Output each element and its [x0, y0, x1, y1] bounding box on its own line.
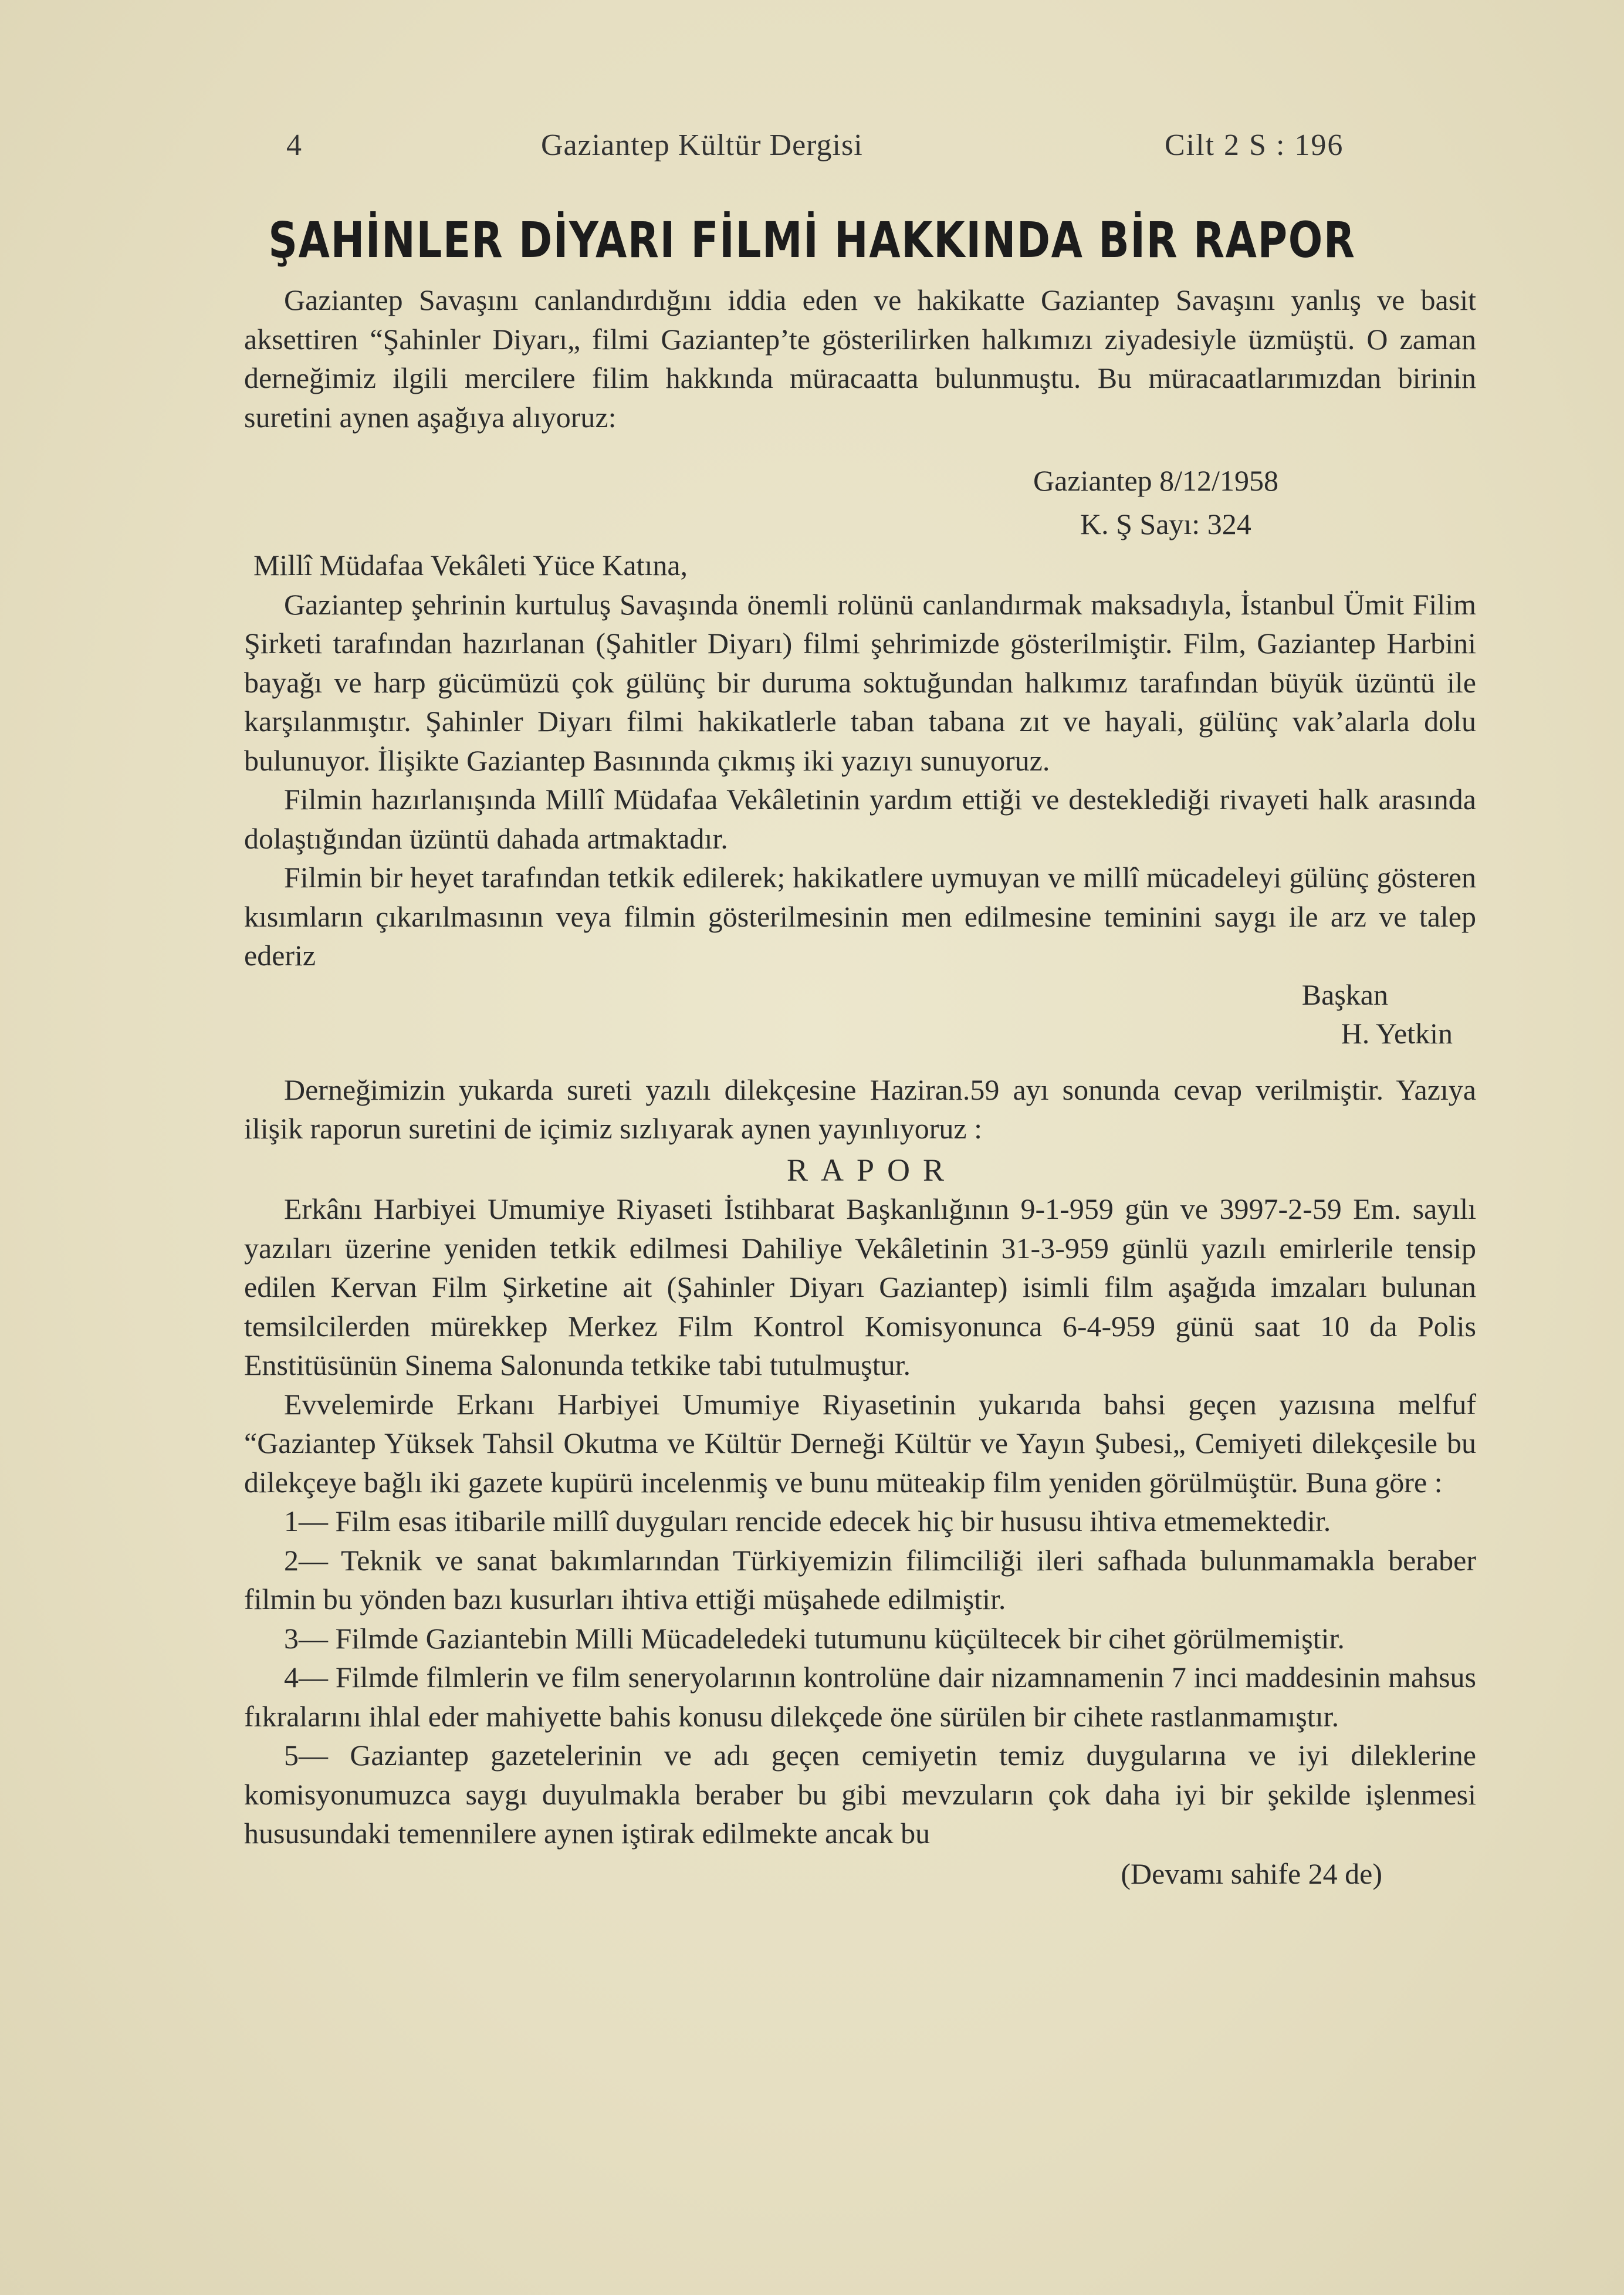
report-item-1: 1— Film esas itibarile millî duyguları rencide edecek hiç bir hususu ihtiva etmemektedir. — [284, 1505, 1331, 1537]
report-item-2: 2— Teknik ve sanat bakımlarından Türkiyemizin filimciliği ileri safhada bulunmamakla beraber filmin bu yönden bazı kusurları ihtiva ettiği müşahede edilmiştir. — [244, 1543, 1476, 1615]
report-paragraph-1: Erkânı Harbiyei Umumiye Riyaseti İstihbarat Başkanlığının 9-1-959 gün ve 3997-2-59 Em. sayılı yazıları üzerine yeniden tetkik edilmesi Dahiliye Vekâletinin 31-3-959 günlü yazılı emirlerile tensip edilen Kervan Film Şirketine ait (Şahinler Diyarı Gaziantep) isimli film aşağıda imzaları bulunan temsilcilerden mürekkep Merkez Film Kontrol Komisyonunca 6-4-959 günü saat 10 da Polis Enstitüsünün Sinema Salonunda tetkike tabi tutulmuştur. — [244, 1192, 1476, 1381]
report-heading: RAPOR — [786, 1152, 958, 1188]
page-header — [0, 128, 1624, 169]
letter-paragraph-3: Filmin bir heyet tarafından tetkik edilerek; hakikatlere uymuyan ve millî mücadeleyi gülünç gösteren kısımların çıkarılmasının veya filmin gösterilmesinin men edilmesine teminini saygı ile arz ve talep ederiz — [244, 861, 1476, 972]
article-title: ŞAHİNLER DİYARI FİLMİ HAKKINDA BİR RAPOR — [268, 211, 1356, 269]
journal-name: Gaziantep Kültür Dergisi — [541, 129, 863, 162]
report-item-5: 5— Gaziantep gazetelerinin ve adı geçen cemiyetin temiz duygularına ve iyi dileklerine komisyonumuzca saygı duyulmakla beraber bu gibi mevzuların çok daha iyi bir şekilde işlenmesi hususundaki temennilere aynen iştirak edilmekte ancak bu — [244, 1739, 1476, 1850]
letter-paragraph-1: Gaziantep şehrinin kurtuluş Savaşında önemli rolünü canlandırmak maksadıyla, İstanbul Ümit Filim Şirketi tarafından hazırlanan (Şahitler Diyarı) filmi şehrimizde gösterilmiştir. Film, Gaziantep Harbini bayağı ve harp gücümüzü çok gülünç bir duruma soktuğundan halkımız tarafından büyük üzüntü ile karşılanmıştır. Şahinler Diyarı filmi hakikatlerle taban tabana zıt ve hayali, gülünç vak’alarla dolu bulunuyor. İlişikte Gaziantep Basınında çıkmış iki yazıyı sunuyoruz. — [244, 587, 1476, 777]
report-item-4: 4— Filmde filmlerin ve film seneryolarının kontrolüne dair nizamnamenin 7 inci maddesinin mahsus fıkralarını ihlal eder mahiyette bahis konusu dilekçede öne sürülen bir cihete rastlanmamıştır. — [244, 1661, 1476, 1733]
continued-note: (Devamı sahife 24 de) — [1121, 1857, 1382, 1890]
issue-info: Cilt 2 S : 196 — [1165, 129, 1344, 162]
page-number: 4 — [286, 129, 302, 162]
intro-paragraph: Gaziantep Savaşını canlandırdığını iddia eden ve hakikatte Gaziantep Savaşını yanlış ve basit aksettiren “Şahinler Diyarı„ filmi Gaziantep’te gösterilirken halkımızı ziyadesiyle üzmüştü. O zaman derneğimiz ilgili mercilere filim hakkında müracaatta bulunmuştu. Bu müracaatlarımızdan birinin suretini aynen aşağıya alıyoruz: — [244, 283, 1476, 434]
letter-addressee: Millî Müdafaa Vekâleti Yüce Katına, — [253, 549, 688, 582]
letter-header — [244, 459, 1476, 546]
signature-name: H. Yetkin — [1341, 1016, 1453, 1050]
letter-place-date: Gaziantep 8/12/1958 — [1033, 464, 1278, 497]
signature-title: Başkan — [1301, 978, 1388, 1011]
letter-signature — [244, 975, 1476, 1053]
letter-paragraph-2: Filmin hazırlanışında Millî Müdafaa Vekâletinin yardım ettiği ve desteklediği rivayeti halk arasında dolaştığından üzüntü dahada artmaktadır. — [244, 783, 1476, 855]
report-paragraph-2: Evvelemirde Erkanı Harbiyei Umumiye Riyasetinin yukarıda bahsi geçen yazısına melfuf “Gaziantep Yüksek Tahsil Okutma ve Kültür Derneği Kültür ve Yayın Şubesi„ Cemiyeti dilekçesile bu dilekçeye bağlı iki gazete kupürü incelenmiş ve bunu müteakip film yeniden görülmüştür. Buna göre : — [244, 1387, 1476, 1499]
letter-reference: K. Ş Sayı: 324 — [1080, 508, 1251, 540]
article-body — [244, 280, 1476, 1894]
report-item-3: 3— Filmde Gaziantebin Milli Mücadeledeki tutumunu küçültecek bir cihet görülmemiştir. — [284, 1621, 1345, 1655]
transition-paragraph: Derneğimizin yukarda sureti yazılı dilekçesine Haziran.59 ayı sonunda cevap verilmiştir. Yazıya ilişik raporun suretini de içimiz sızlıyarak aynen yayınlıyoruz : — [244, 1073, 1476, 1145]
